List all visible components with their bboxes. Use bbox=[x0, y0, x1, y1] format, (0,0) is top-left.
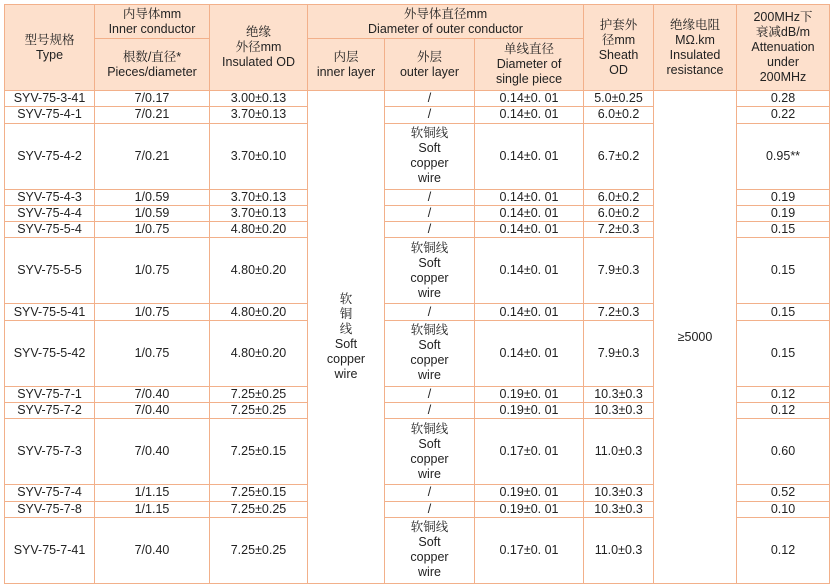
cell-pieces-diameter: 7/0.40 bbox=[95, 402, 210, 418]
cell-type: SYV-75-5-42 bbox=[5, 320, 95, 386]
cell-pieces-diameter: 1/1.15 bbox=[95, 501, 210, 517]
cell-attenuation: 0.28 bbox=[737, 91, 830, 107]
cell-insulated-od: 3.70±0.10 bbox=[210, 123, 308, 189]
header-outer-layer: 外层 outer layer bbox=[385, 39, 475, 91]
cell-inner-layer-merged: 软 铜 线 Soft copper wire bbox=[308, 91, 385, 584]
cell-pieces-diameter: 1/0.75 bbox=[95, 304, 210, 320]
cell-single-diameter: 0.14±0. 01 bbox=[475, 107, 584, 123]
cell-type: SYV-75-7-8 bbox=[5, 501, 95, 517]
cell-outer-layer: / bbox=[385, 501, 475, 517]
cell-outer-layer: / bbox=[385, 485, 475, 501]
cell-outer-layer: / bbox=[385, 107, 475, 123]
cell-insulated-od: 7.25±0.15 bbox=[210, 485, 308, 501]
cell-pieces-diameter: 1/0.75 bbox=[95, 222, 210, 238]
cell-insulated-od: 3.00±0.13 bbox=[210, 91, 308, 107]
cell-pieces-diameter: 1/0.59 bbox=[95, 205, 210, 221]
cell-pieces-diameter: 7/0.21 bbox=[95, 123, 210, 189]
cell-attenuation: 0.10 bbox=[737, 501, 830, 517]
cell-type: SYV-75-7-1 bbox=[5, 386, 95, 402]
cell-sheath-od: 10.3±0.3 bbox=[584, 402, 654, 418]
cell-pieces-diameter: 1/1.15 bbox=[95, 485, 210, 501]
header-insulated-resistance: 绝缘电阻 MΩ.km Insulated resistance bbox=[654, 5, 737, 91]
cell-outer-layer: 软铜线 Soft copper wire bbox=[385, 419, 475, 485]
cell-sheath-od: 10.3±0.3 bbox=[584, 386, 654, 402]
cell-insulated-od: 4.80±0.20 bbox=[210, 304, 308, 320]
cell-type: SYV-75-4-1 bbox=[5, 107, 95, 123]
cell-pieces-diameter: 7/0.40 bbox=[95, 419, 210, 485]
cell-pieces-diameter: 7/0.17 bbox=[95, 91, 210, 107]
header-insulated-od: 绝缘 外径mm Insulated OD bbox=[210, 5, 308, 91]
cell-sheath-od: 7.2±0.3 bbox=[584, 304, 654, 320]
cell-sheath-od: 11.0±0.3 bbox=[584, 419, 654, 485]
header-attenuation: 200MHz下 衰减dB/m Attenuation under 200MHz bbox=[737, 5, 830, 91]
header-pieces-diameter: 根数/直径* Pieces/diameter bbox=[95, 39, 210, 91]
cell-attenuation: 0.95** bbox=[737, 123, 830, 189]
cell-single-diameter: 0.19±0. 01 bbox=[475, 501, 584, 517]
cell-outer-layer: 软铜线 Soft copper wire bbox=[385, 517, 475, 583]
cell-attenuation: 0.12 bbox=[737, 386, 830, 402]
cell-sheath-od: 5.0±0.25 bbox=[584, 91, 654, 107]
cell-attenuation: 0.19 bbox=[737, 189, 830, 205]
cell-attenuation: 0.15 bbox=[737, 222, 830, 238]
cell-attenuation: 0.19 bbox=[737, 205, 830, 221]
cell-single-diameter: 0.19±0. 01 bbox=[475, 402, 584, 418]
cell-insulated-od: 7.25±0.25 bbox=[210, 386, 308, 402]
cell-pieces-diameter: 7/0.21 bbox=[95, 107, 210, 123]
cell-outer-layer: 软铜线 Soft copper wire bbox=[385, 320, 475, 386]
cell-outer-layer: / bbox=[385, 304, 475, 320]
cell-single-diameter: 0.14±0. 01 bbox=[475, 205, 584, 221]
cell-attenuation: 0.15 bbox=[737, 304, 830, 320]
cell-insulated-od: 4.80±0.20 bbox=[210, 238, 308, 304]
cell-outer-layer: 软铜线 Soft copper wire bbox=[385, 123, 475, 189]
cell-insulated-od: 7.25±0.25 bbox=[210, 402, 308, 418]
cell-type: SYV-75-4-3 bbox=[5, 189, 95, 205]
cell-attenuation: 0.52 bbox=[737, 485, 830, 501]
cell-insulated-od: 7.25±0.25 bbox=[210, 517, 308, 583]
cell-sheath-od: 6.0±0.2 bbox=[584, 205, 654, 221]
header-sheath-od: 护套外 径mm Sheath OD bbox=[584, 5, 654, 91]
cell-insulated-od: 3.70±0.13 bbox=[210, 107, 308, 123]
cell-single-diameter: 0.19±0. 01 bbox=[475, 485, 584, 501]
cell-sheath-od: 10.3±0.3 bbox=[584, 501, 654, 517]
cell-pieces-diameter: 7/0.40 bbox=[95, 517, 210, 583]
cell-single-diameter: 0.14±0. 01 bbox=[475, 304, 584, 320]
cell-single-diameter: 0.19±0. 01 bbox=[475, 386, 584, 402]
cell-single-diameter: 0.14±0. 01 bbox=[475, 222, 584, 238]
cell-type: SYV-75-5-41 bbox=[5, 304, 95, 320]
cell-sheath-od: 10.3±0.3 bbox=[584, 485, 654, 501]
cell-insulated-od: 4.80±0.20 bbox=[210, 320, 308, 386]
cell-single-diameter: 0.14±0. 01 bbox=[475, 91, 584, 107]
cell-type: SYV-75-7-3 bbox=[5, 419, 95, 485]
cell-insulated-od: 4.80±0.20 bbox=[210, 222, 308, 238]
cell-attenuation: 0.22 bbox=[737, 107, 830, 123]
cell-attenuation: 0.15 bbox=[737, 320, 830, 386]
cell-sheath-od: 6.0±0.2 bbox=[584, 107, 654, 123]
cell-sheath-od: 6.7±0.2 bbox=[584, 123, 654, 189]
cell-single-diameter: 0.14±0. 01 bbox=[475, 238, 584, 304]
cell-type: SYV-75-5-5 bbox=[5, 238, 95, 304]
cell-single-diameter: 0.14±0. 01 bbox=[475, 189, 584, 205]
cell-attenuation: 0.15 bbox=[737, 238, 830, 304]
cell-sheath-od: 6.0±0.2 bbox=[584, 189, 654, 205]
cell-resistance-merged: ≥5000 bbox=[654, 91, 737, 584]
header-type: 型号规格 Type bbox=[5, 5, 95, 91]
cell-single-diameter: 0.17±0. 01 bbox=[475, 419, 584, 485]
cell-type: SYV-75-7-41 bbox=[5, 517, 95, 583]
header-row-1 bbox=[5, 5, 830, 39]
cell-outer-layer: / bbox=[385, 189, 475, 205]
cell-type: SYV-75-3-41 bbox=[5, 91, 95, 107]
cell-insulated-od: 3.70±0.13 bbox=[210, 189, 308, 205]
cell-single-diameter: 0.14±0. 01 bbox=[475, 123, 584, 189]
cell-type: SYV-75-4-4 bbox=[5, 205, 95, 221]
cell-pieces-diameter: 1/0.59 bbox=[95, 189, 210, 205]
cell-sheath-od: 11.0±0.3 bbox=[584, 517, 654, 583]
cell-attenuation: 0.12 bbox=[737, 402, 830, 418]
cell-type: SYV-75-7-2 bbox=[5, 402, 95, 418]
cell-sheath-od: 7.9±0.3 bbox=[584, 238, 654, 304]
cell-insulated-od: 7.25±0.15 bbox=[210, 419, 308, 485]
table-row bbox=[5, 91, 830, 107]
cell-outer-layer: / bbox=[385, 91, 475, 107]
cell-attenuation: 0.12 bbox=[737, 517, 830, 583]
cell-outer-layer: 软铜线 Soft copper wire bbox=[385, 238, 475, 304]
cell-sheath-od: 7.9±0.3 bbox=[584, 320, 654, 386]
cell-type: SYV-75-7-4 bbox=[5, 485, 95, 501]
cell-insulated-od: 7.25±0.25 bbox=[210, 501, 308, 517]
cell-type: SYV-75-5-4 bbox=[5, 222, 95, 238]
cell-outer-layer: / bbox=[385, 205, 475, 221]
cell-pieces-diameter: 1/0.75 bbox=[95, 238, 210, 304]
cell-outer-layer: / bbox=[385, 402, 475, 418]
cell-insulated-od: 3.70±0.13 bbox=[210, 205, 308, 221]
cell-sheath-od: 7.2±0.3 bbox=[584, 222, 654, 238]
header-single-piece: 单线直径 Diameter of single piece bbox=[475, 39, 584, 91]
cell-attenuation: 0.60 bbox=[737, 419, 830, 485]
cell-outer-layer: / bbox=[385, 222, 475, 238]
header-outer-conductor: 外导体直径mm Diameter of outer conductor bbox=[308, 5, 584, 39]
header-inner-conductor: 内导体mm Inner conductor bbox=[95, 5, 210, 39]
cable-spec-table bbox=[4, 4, 830, 584]
header-inner-layer: 内层 inner layer bbox=[308, 39, 385, 91]
cell-single-diameter: 0.17±0. 01 bbox=[475, 517, 584, 583]
table-body bbox=[5, 91, 830, 584]
cell-outer-layer: / bbox=[385, 386, 475, 402]
cell-pieces-diameter: 7/0.40 bbox=[95, 386, 210, 402]
cell-pieces-diameter: 1/0.75 bbox=[95, 320, 210, 386]
cell-type: SYV-75-4-2 bbox=[5, 123, 95, 189]
cell-single-diameter: 0.14±0. 01 bbox=[475, 320, 584, 386]
